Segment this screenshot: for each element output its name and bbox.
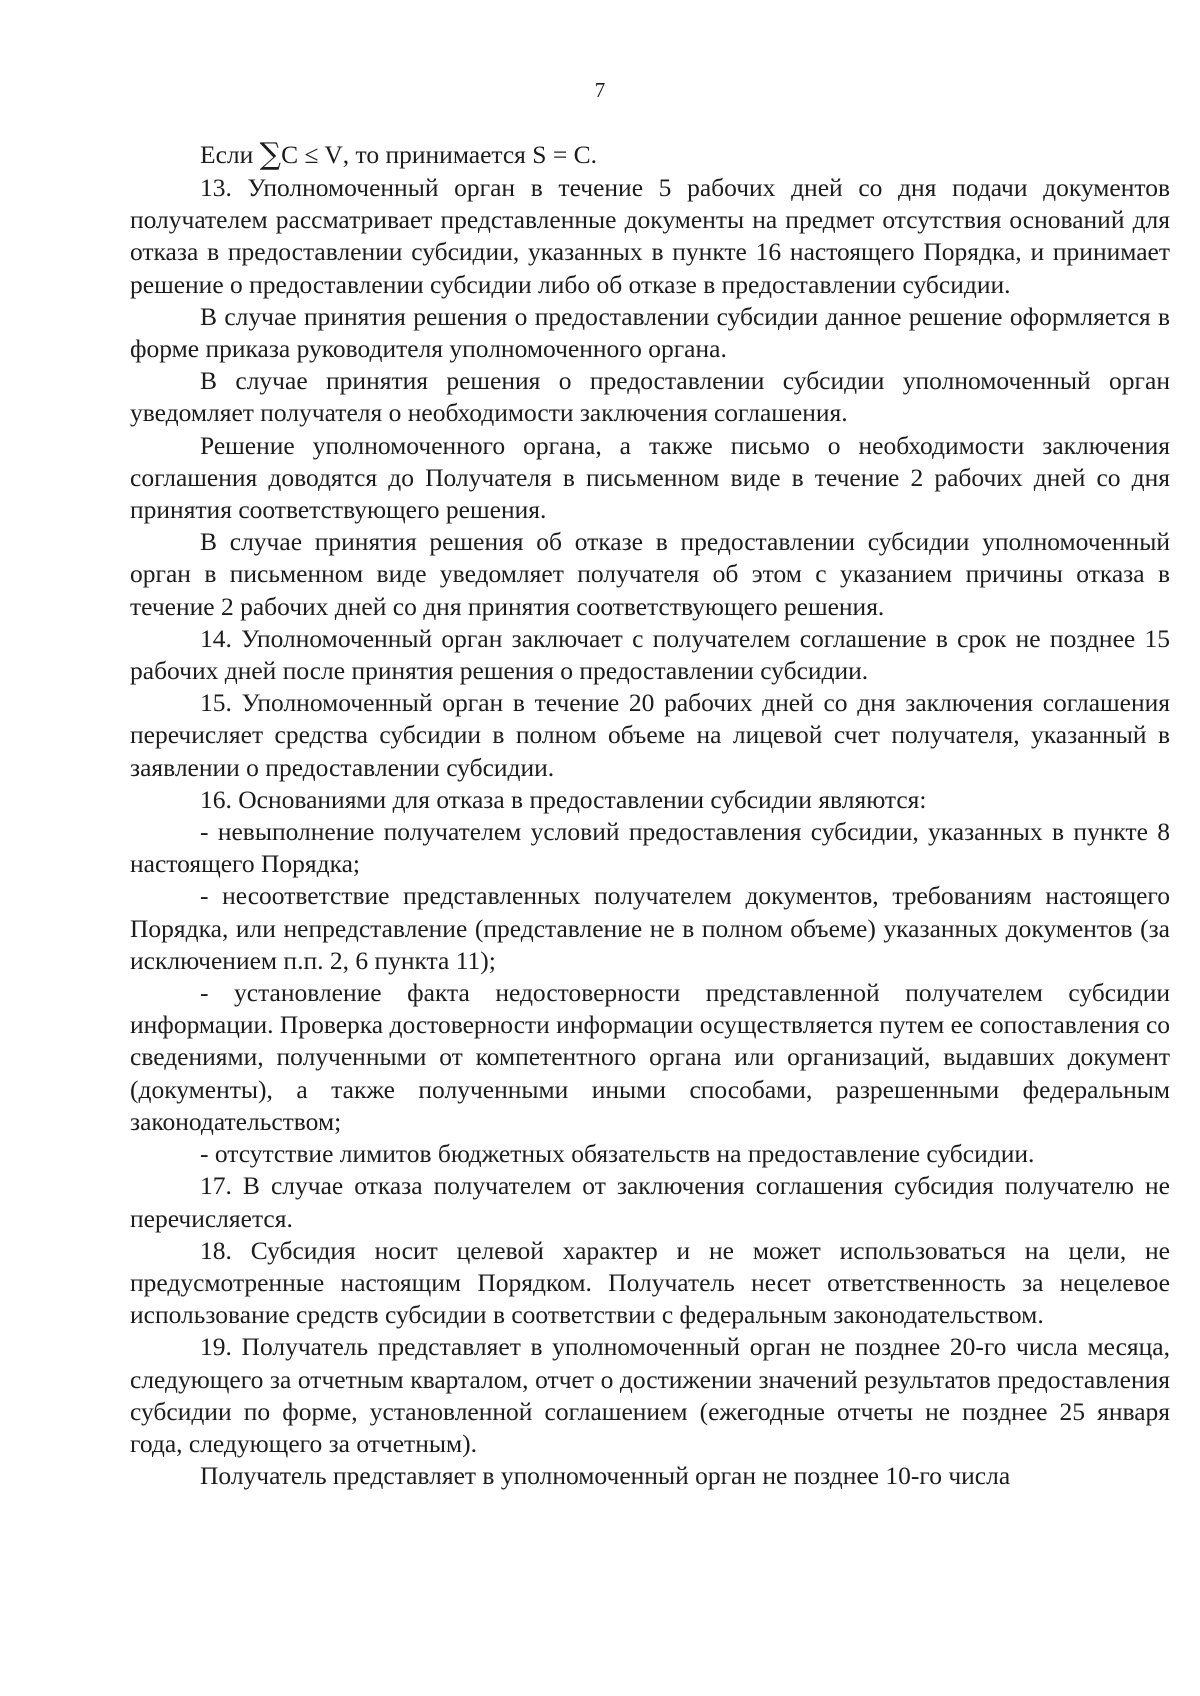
list-item-refusal-conditions: - невыполнение получателем условий предоставления субсидии, указанных в пункте 8 настоящего Порядка;	[130, 817, 1170, 879]
list-item-refusal-documents: - несоответствие представленных получателем документов, требованиям настоящего Порядка, или непредставление (представление не в полном объеме) указанных документов (за исключением п.п. 2, 6 пункта 11);	[130, 881, 1170, 975]
paragraph-refusal-notice: В случае принятия решения об отказе в предоставлении субсидии уполномоченный орган в письменном виде уведомляет получателя об этом с указанием причины отказа в течение 2 рабочих дней со дня принятия соответствующего решения.	[130, 527, 1170, 621]
list-item-refusal-limits: - отсутствие лимитов бюджетных обязательств на предоставление субсидии.	[200, 1139, 1035, 1169]
paragraph-13: 13. Уполномоченный орган в течение 5 рабочих дней со дня подачи документов получателем рассматривает представленные документы на предмет отсутствия оснований для отказа в предоставлении субсидии, указанных в пункте 16 настоящего Порядка, и принимает решение о предоставлении субсидии либо об отказе в предоставлении субсидии.	[130, 173, 1170, 299]
paragraph-15: 15. Уполномоченный орган в течение 20 рабочих дней со дня заключения соглашения перечисляет средства субсидии в полном объеме на лицевой счет получателя, указанный в заявлении о предоставлении субсидии.	[130, 688, 1170, 782]
document-body	[130, 136, 1170, 1492]
sigma-symbol: ∑	[259, 137, 282, 172]
paragraph-report-continued: Получатель представляет в уполномоченный орган не позднее 10-го числа	[200, 1461, 1011, 1491]
page-number: 7	[594, 78, 606, 102]
paragraph-14: 14. Уполномоченный орган заключает с получателем соглашение в срок не позднее 15 рабочих дней после принятия решения о предоставлении субсидии.	[130, 623, 1170, 686]
formula-suffix: , то принимается S = C.	[342, 140, 597, 169]
paragraph-decision-order: В случае принятия решения о предоставлении субсидии данное решение оформляется в форме приказа руководителя уполномоченного органа.	[130, 301, 1170, 364]
paragraph-18: 18. Субсидия носит целевой характер и не может использоваться на цели, не предусмотренные настоящим Порядком. Получатель несет ответственность за нецелевое использование средств субсидии в соответствии с федеральным законодательством.	[130, 1235, 1170, 1330]
paragraph-decision-delivery: Решение уполномоченного органа, а также письмо о необходимости заключения соглашения доводятся до Получателя в письменном виде в течение 2 рабочих дней со дня принятия соответствующего решения.	[130, 430, 1170, 525]
formula-prefix: Если	[200, 140, 254, 169]
list-item-refusal-false-info: - установление факта недостоверности представленной получателем субсидии информации. Проверка достоверности информации осуществляется путем ее сопоставления со сведениями, полученными от компетентного органа или организаций, выдавших документ (документы), а также полученными иными способами, разрешенными федеральным законодательством;	[130, 978, 1171, 1136]
paragraph-agreement-notice: В случае принятия решения о предоставлении субсидии уполномоченный орган уведомляет получателя о необходимости заключения соглашения.	[130, 366, 1170, 428]
formula-line	[130, 136, 1170, 172]
paragraph-19: 19. Получатель представляет в уполномоченный орган не позднее 20-го числа месяца, следующего за отчетным кварталом, отчет о достижении значений результатов предоставления субсидии по форме, установленной соглашением (ежегодные отчеты не позднее 25 января года, следующего за отчетным).	[130, 1332, 1170, 1458]
paragraph-16: 16. Основаниями для отказа в предоставлении субсидии являются:	[200, 784, 927, 814]
paragraph-17: 17. В случае отказа получателем от заключения соглашения субсидия получателю не перечисляется.	[130, 1171, 1170, 1233]
formula-condition: C ≤ V	[281, 140, 343, 169]
